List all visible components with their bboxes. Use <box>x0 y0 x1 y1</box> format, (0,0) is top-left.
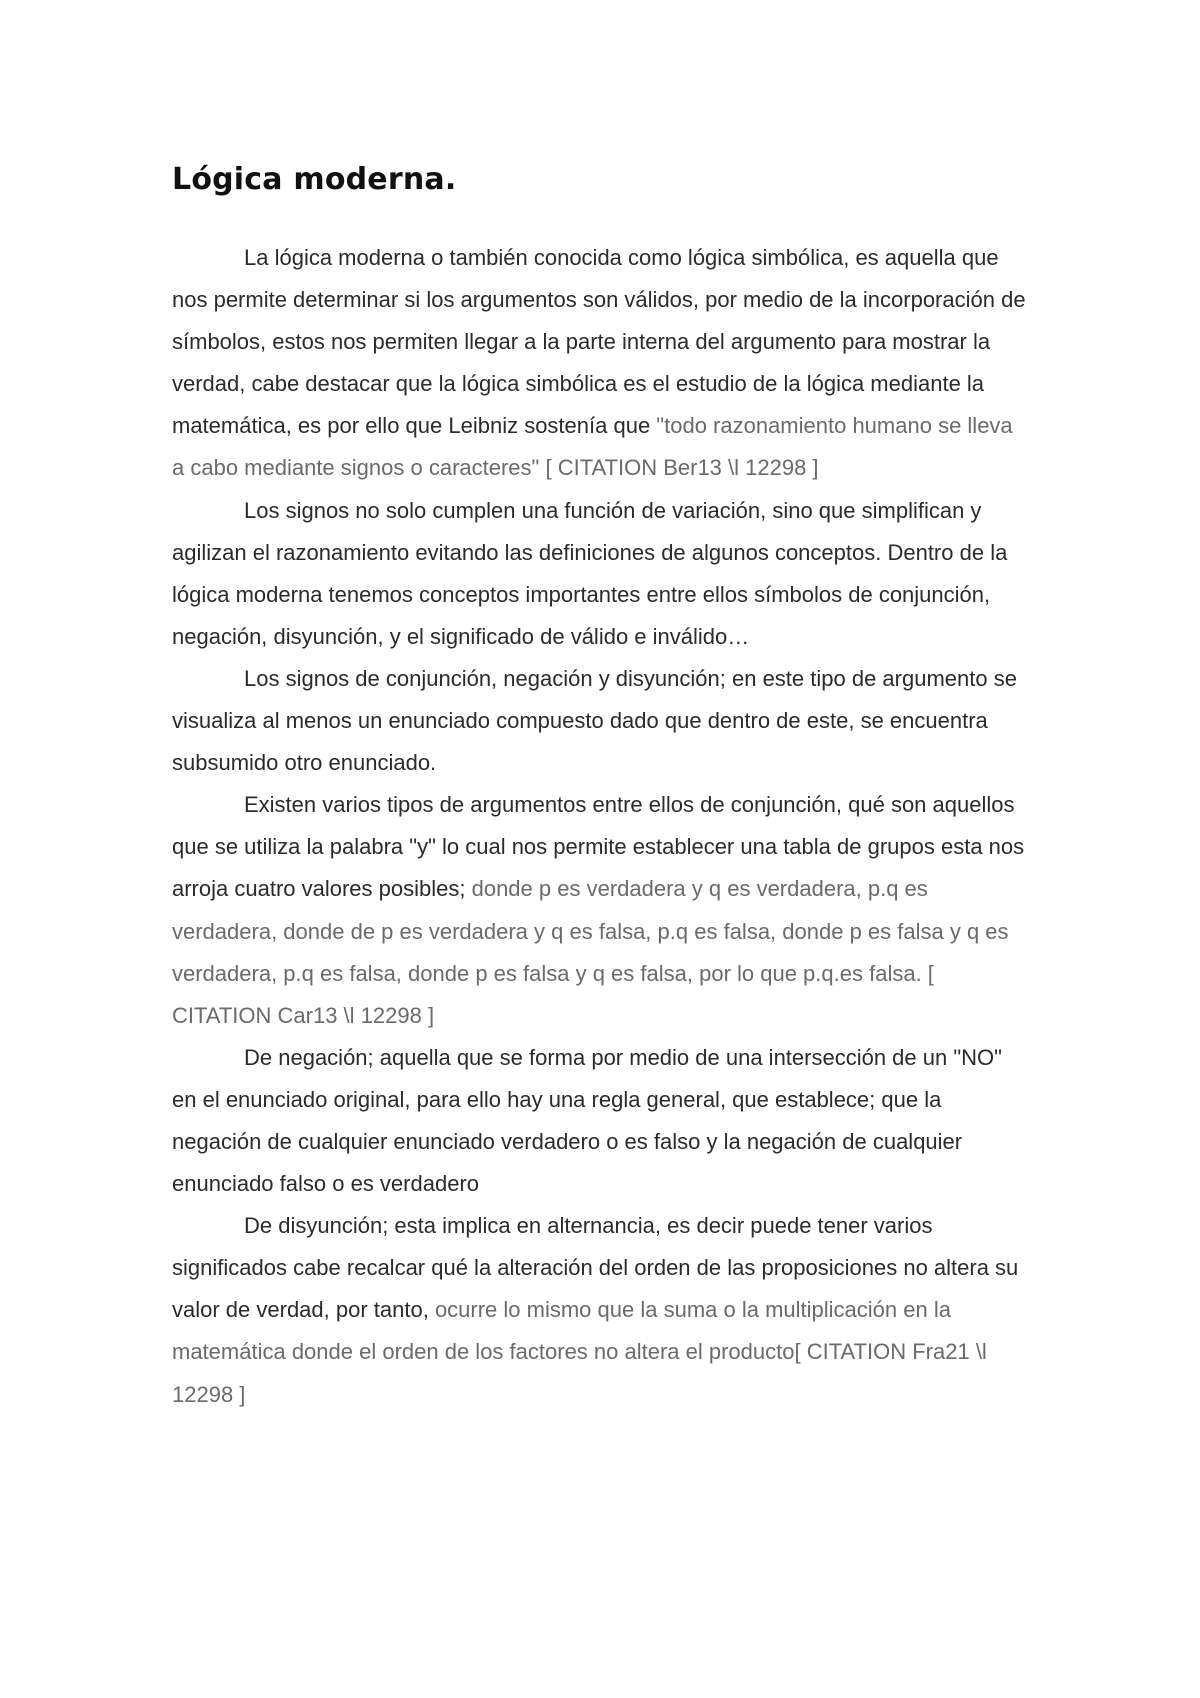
paragraph-text: Los signos no solo cumplen una función de variación, sino que simplifican y agilizan el razonamiento evitando las definiciones de algunos conceptos. Dentro de la lógica moderna tenemos conceptos importantes entre ellos símbolos de conjunción, negación, disyunción, y el significado de válido e inválido… <box>172 497 1008 649</box>
citation-placeholder: [ CITATION Ber13 \l 12298 ] <box>539 455 819 481</box>
paragraph-negacion <box>172 1037 1030 1205</box>
citation-placeholder: [ CITATION Car13 \l 12298 ] <box>172 960 934 1028</box>
paragraph-text: Los signos de conjunción, negación y disyunción; en este tipo de argumento se visualiza al menos un enunciado compuesto dado que dentro de este, se encuentra subsumido otro enunciado. <box>172 665 1017 776</box>
paragraph-text: De disyunción; esta implica en alternancia, es decir puede tener varios significados cabe recalcar qué la alteración del orden de las proposiciones no altera su valor de verdad, por tanto, <box>172 1213 1019 1323</box>
paragraph-signos-conjuncion <box>172 658 1030 784</box>
paragraph-signos <box>172 490 1030 658</box>
document-title: Lógica moderna. <box>172 162 457 197</box>
paragraph-logica-moderna <box>172 237 1030 490</box>
quoted-passage: ocurre lo mismo que la suma o la multiplicación en la matemática donde el orden de los factores no altera el producto <box>172 1297 951 1365</box>
quoted-passage: donde p es verdadera y q es verdadera, p.q es verdadera, donde de p es verdadera y q es falsa, p.q es falsa, donde p es falsa y q es verdadera, p.q es falsa, donde p es falsa y q es falsa, por lo que p.q.es falsa. <box>172 876 1009 986</box>
paragraph-text: De negación; aquella que se forma por medio de una intersección de un "NO" en el enunciado original, para ello hay una regla general, que establece; que la negación de cualquier enunciado verdadero o es falso y la negación de cualquier enunciado falso o es verdadero <box>172 1044 1002 1197</box>
paragraph-disyuncion <box>172 1205 1030 1415</box>
paragraph-text: La lógica moderna o también conocida como lógica simbólica, es aquella que nos permite determinar si los argumentos son válidos, por medio de la incorporación de símbolos, estos nos permiten llegar a la parte interna del argumento para mostrar la verdad, cabe destacar que la lógica simbólica es el estudio de la lógica mediante la matemática, es por ello que Leibniz sostenía que <box>172 245 1026 439</box>
citation-placeholder: [ CITATION Fra21 \l 12298 ] <box>172 1339 987 1407</box>
document-body <box>172 162 1030 1416</box>
paragraph-text: Existen varios tipos de argumentos entre ellos de conjunción, qué son aquellos que se utiliza la palabra "y" lo cual nos permite establecer una tabla de grupos esta nos arroja cuatro valores posibles; <box>172 792 1025 902</box>
paragraph-conjuncion <box>172 784 1030 1037</box>
leibniz-quote: "todo razonamiento humano se lleva a cabo mediante signos o caracteres" <box>172 413 1013 481</box>
